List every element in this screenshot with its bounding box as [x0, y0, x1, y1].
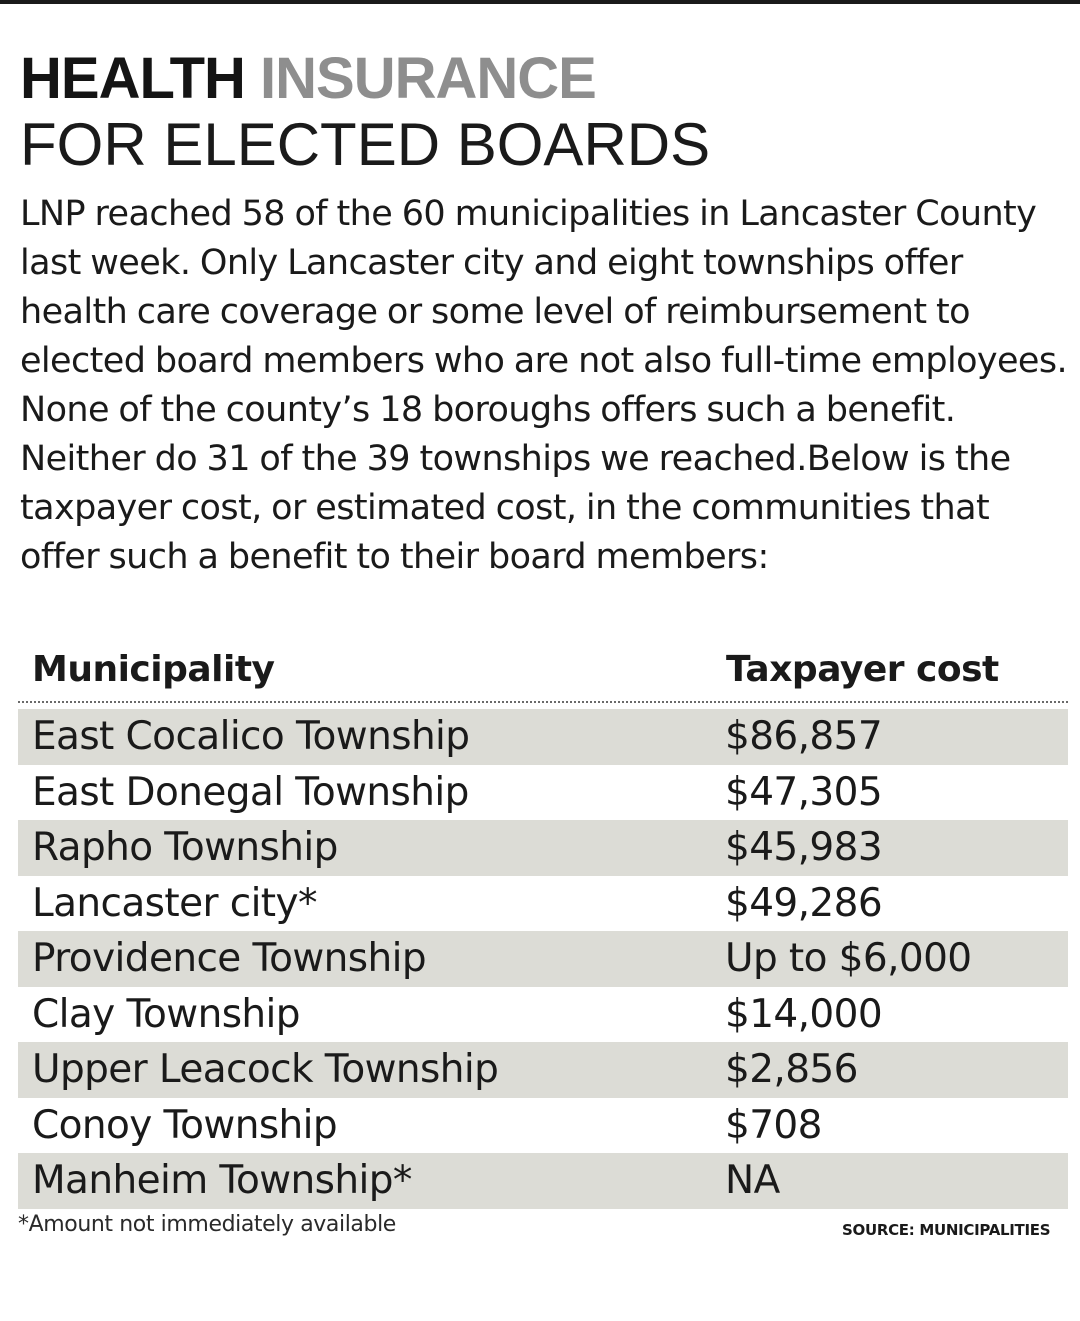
table-row — [18, 876, 1068, 932]
top-rule — [0, 0, 1080, 4]
table-row — [18, 931, 1068, 987]
title-word-health: HEALTH — [20, 46, 245, 111]
table-row — [18, 1042, 1068, 1098]
taxpayer-cost-cell: $2,856 — [725, 1047, 858, 1092]
table-row — [18, 1153, 1068, 1209]
municipality-cell: Lancaster city* — [32, 880, 317, 926]
municipality-cell: Manheim Township* — [32, 1158, 412, 1203]
taxpayer-cost-cell: $86,857 — [725, 714, 883, 759]
intro-paragraph: LNP reached 58 of the 60 municipalities in Lancaster County last week. Only Lancaster city and eight townships offer health care coverage or some level of reimbursement to elected board members who are not also full-time employees. None of the county’s 18 boroughs offers such a benefit. Neither do 31 of the 39 townships we reached.Below is the taxpayer cost, or estimated cost, in the communities that offer such a benefit to their board members: — [20, 194, 1068, 577]
column-header-taxpayer-cost: Taxpayer cost — [726, 649, 999, 690]
taxpayer-cost-cell: $14,000 — [725, 991, 883, 1037]
taxpayer-cost-cell: $47,305 — [725, 769, 883, 815]
table-header — [18, 645, 1068, 703]
source-credit: SOURCE: MUNICIPALITIES — [842, 1221, 1051, 1239]
chart-subtitle: FOR ELECTED BOARDS — [20, 111, 711, 178]
cost-table — [18, 645, 1068, 1209]
column-header-municipality: Municipality — [32, 649, 275, 690]
footnote: *Amount not immediately available — [18, 1212, 396, 1237]
table-body — [18, 709, 1068, 1209]
taxpayer-cost-cell: Up to $6,000 — [725, 936, 972, 981]
municipality-cell: Rapho Township — [32, 825, 338, 870]
chart-title — [20, 46, 596, 112]
municipality-cell: East Cocalico Township — [32, 714, 470, 759]
taxpayer-cost-cell: $49,286 — [725, 880, 883, 926]
taxpayer-cost-cell: $708 — [725, 1102, 822, 1148]
table-row — [18, 820, 1068, 876]
table-row — [18, 987, 1068, 1043]
taxpayer-cost-cell: NA — [725, 1158, 780, 1203]
title-word-insurance: INSURANCE — [260, 46, 596, 111]
municipality-cell: East Donegal Township — [32, 769, 469, 815]
municipality-cell: Providence Township — [32, 936, 426, 981]
table-row — [18, 765, 1068, 821]
taxpayer-cost-cell: $45,983 — [725, 825, 883, 870]
municipality-cell: Clay Township — [32, 991, 300, 1037]
municipality-cell: Conoy Township — [32, 1102, 338, 1148]
table-row — [18, 709, 1068, 765]
table-row — [18, 1098, 1068, 1154]
municipality-cell: Upper Leacock Township — [32, 1047, 499, 1092]
